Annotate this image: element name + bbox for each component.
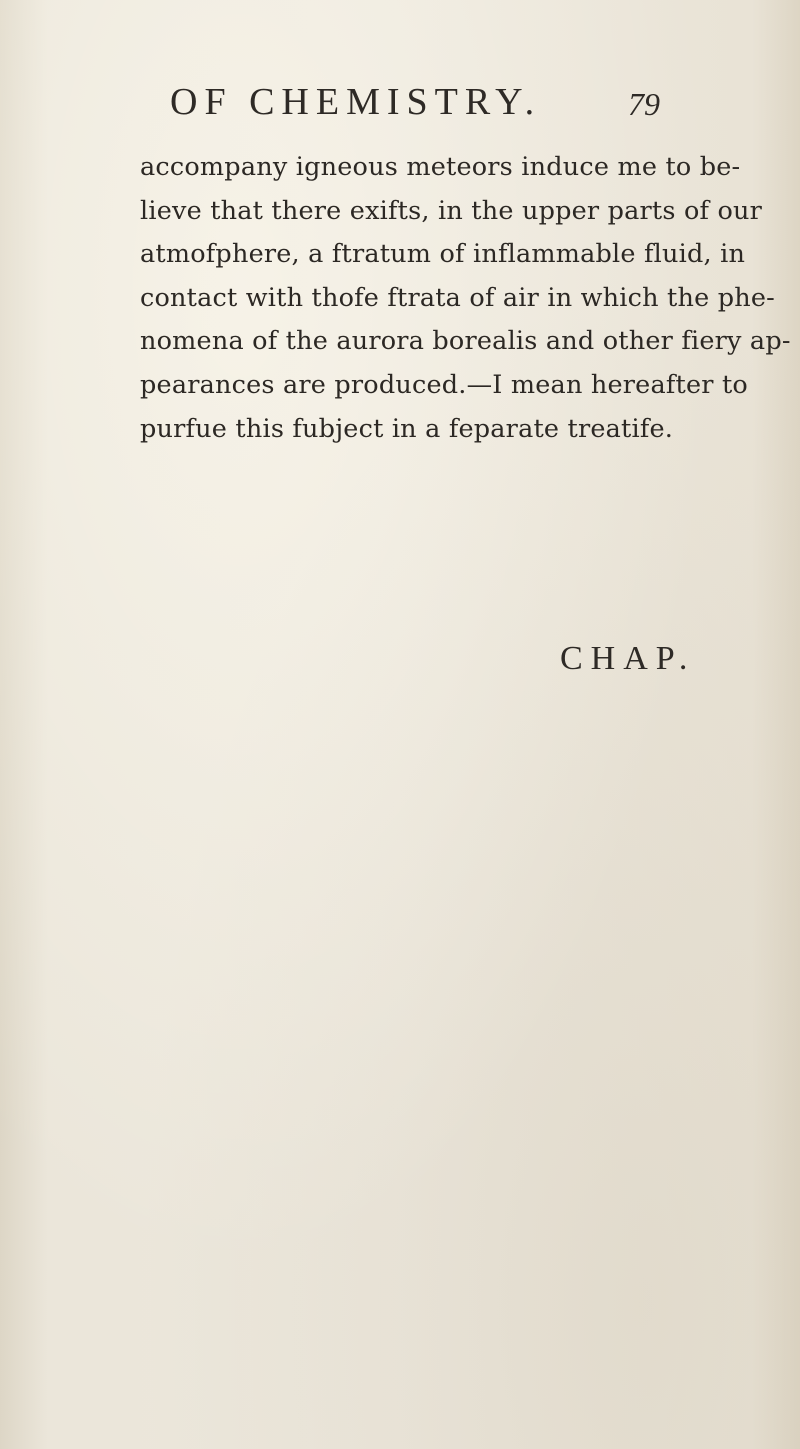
text-line: nomena of the aurora borealis and other fiery ap- bbox=[140, 326, 791, 357]
text-line: lieve that there exifts, in the upper parts of our bbox=[140, 195, 763, 226]
body-paragraph bbox=[140, 146, 791, 451]
running-title: OF CHEMISTRY. bbox=[170, 81, 542, 123]
text-line: pearances are produced.—I mean hereafter to bbox=[140, 369, 748, 400]
text-line: atmofphere, a ftratum of inflammable fluid, in bbox=[140, 239, 746, 270]
text-line: contact with thofe ftrata of air in which the phe- bbox=[140, 282, 775, 313]
page-number: 79 bbox=[628, 86, 660, 122]
text-line: purfue this fubject in a feparate treatife. bbox=[140, 413, 674, 444]
text-line: accompany igneous meteors induce me to be- bbox=[140, 152, 741, 182]
catchword: CHAP. bbox=[560, 640, 696, 677]
running-head bbox=[170, 78, 660, 128]
